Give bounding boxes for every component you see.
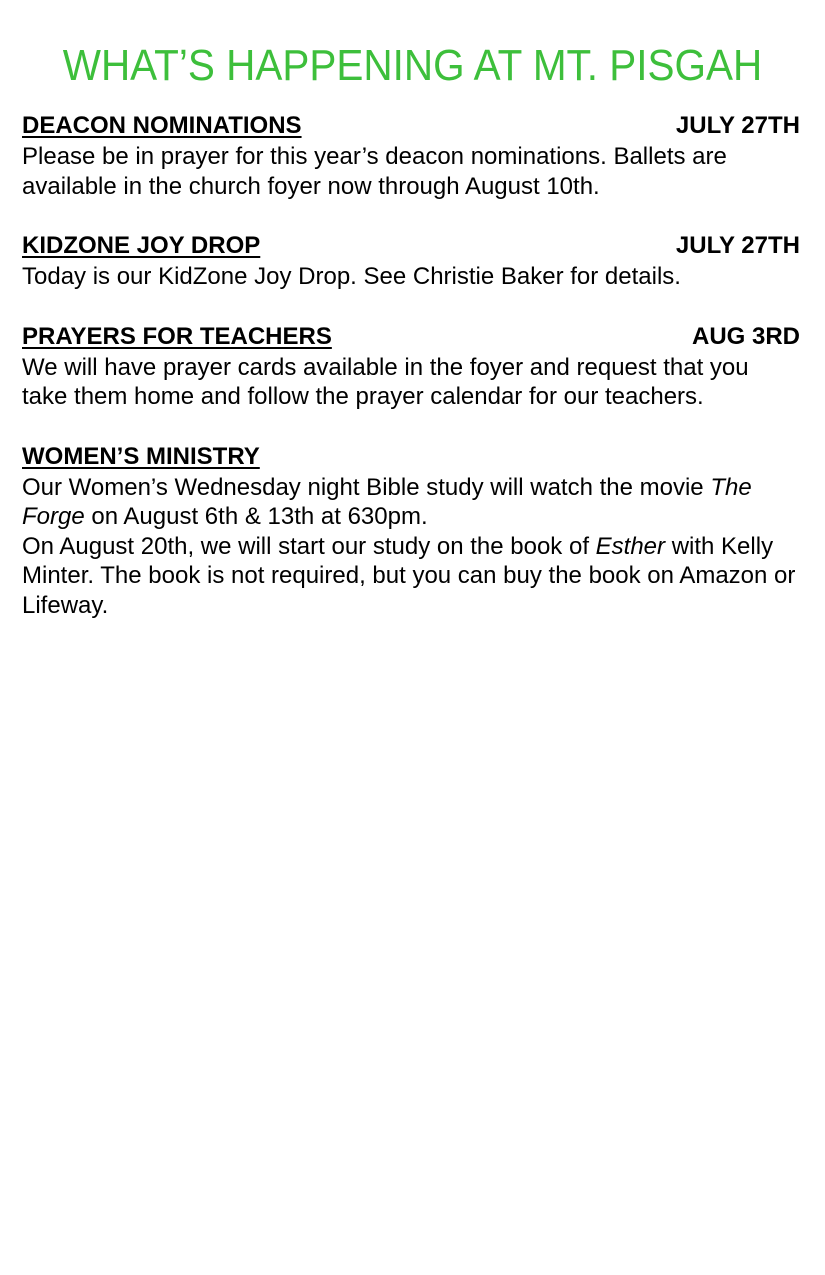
page-title: WHAT’S HAPPENING AT MT. PISGAH [62,41,763,90]
announcement-prayers-for-teachers [22,321,800,412]
announcement-header [22,110,800,142]
book-title: Esther [595,532,666,560]
announcement-body: We will have prayer cards available in the foyer and request that you take them home and follow the prayer calendar for our teachers. [22,353,749,410]
announcement-heading: DEACON NOMINATIONS [22,112,302,139]
announcement-body: Today is our KidZone Joy Drop. See Christie Baker for details. [22,263,681,290]
announcement-womens-ministry [22,441,800,621]
body-text-segment: Our Women’s Wednesday night Bible study will watch the movie [22,473,711,501]
announcement-date: JULY 27TH [675,112,800,139]
announcement-deacon-nominations [22,110,800,201]
movie-title: The Forge [22,473,752,530]
announcement-header [22,321,800,353]
announcement-date: AUG 3RD [691,322,800,350]
announcement-heading: PRAYERS FOR TEACHERS [22,322,332,350]
announcement-heading: WOMEN’S MINISTRY [22,442,260,470]
announcement-header [22,441,800,473]
announcements [22,110,800,649]
announcement-body-paragraph-2 [22,532,800,621]
body-text-segment: with Kelly Minter. The book is not required, but you can buy the book on Amazon or Lifeway. [22,532,796,619]
announcement-heading: KIDZONE JOY DROP [22,232,261,259]
announcement-body: Please be in prayer for this year’s deacon nominations. Ballets are available in the church foyer now through August 10th. [22,143,727,200]
announcement-body-paragraph-1 [22,473,800,532]
announcement-kidzone-joy-drop [22,230,800,292]
announcement-header [22,230,800,262]
body-text-segment: on August 6th & 13th at 630pm. [84,503,428,530]
body-text-segment: On August 20th, we will start our study on the book of [22,532,596,560]
announcement-date: JULY 27TH [675,232,800,259]
